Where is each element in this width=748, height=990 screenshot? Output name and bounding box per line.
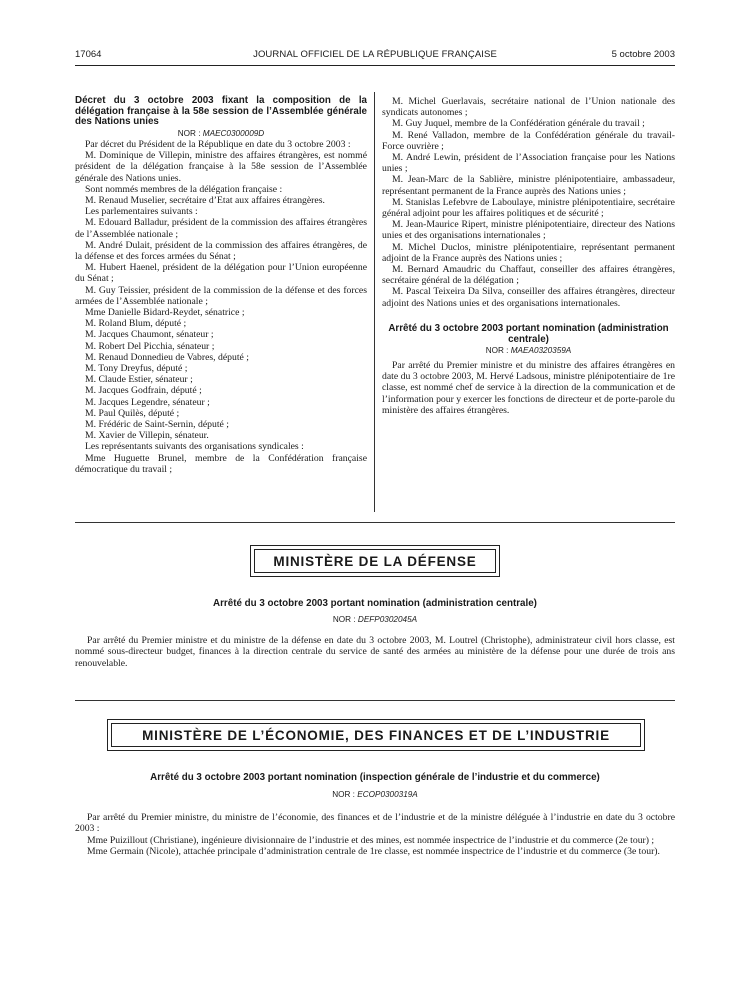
ministry-box-economie: [107, 719, 645, 751]
member-item: M. René Valladon, membre de la Confédération générale du travail-Force ouvrière ;: [382, 129, 675, 152]
defense-body: Par arrêté du Premier ministre et du ministre de la défense en date du 3 octobre 2003, M. Loutrel (Christophe), administrateur civil hors classe, est nommé sous-directeur budget, finances à la direction centrale du service de santé des armées au ministère de la défense pour une durée de trois ans renouvelable.: [75, 635, 675, 669]
parl-item: M. Robert Del Picchia, sénateur ;: [85, 340, 215, 352]
member-item: M. Jean-Maurice Ripert, ministre plénipotentiaire, directeur des Nations unies et des organisations internationales ;: [382, 219, 675, 242]
economie-germain: Mme Germain (Nicole), attachée principale d’administration centrale de 1re classe, est nommée inspectrice de l’industrie et du commerce (3e tour).: [87, 845, 660, 857]
economie-arrete-title: Arrêté du 3 octobre 2003 portant nomination (inspection générale de l’industrie et du commerce): [150, 772, 600, 783]
right-column: [382, 96, 675, 416]
member-item: M. Jean-Marc de la Sablière, ministre plénipotentiaire, ambassadeur, représentant permanent de la France auprès des Nations unies ;: [382, 174, 675, 197]
page-header: [75, 49, 675, 63]
section-rule: [75, 522, 675, 523]
page-number: 17064: [75, 49, 102, 60]
ministry-defense-name: MINISTÈRE DE LA DÉFENSE: [254, 549, 496, 573]
parl-item: M. Claude Estier, sénateur ;: [85, 374, 193, 386]
defense-arrete-title: Arrêté du 3 octobre 2003 portant nomination (administration centrale): [213, 598, 537, 609]
decret-intro: Par décret du Président de la République en date du 3 octobre 2003 :: [85, 138, 351, 150]
parl-item: M. Hubert Haenel, président de la délégation pour l’Union européenne du Sénat ;: [75, 262, 367, 285]
decret-title: Décret du 3 octobre 2003 fixant la composition de la délégation française à la 58e session de l’Assemblée générale des Nations unies: [75, 95, 367, 128]
parl-item: M. Edouard Balladur, président de la commission des affaires étrangères de l’Assemblée nationale ;: [75, 217, 367, 240]
arrete-admin-body: Par arrêté du Premier ministre et du ministre des affaires étrangères en date du 3 octobre 2003, M. Hervé Ladsous, ministre plénipotentiaire de 1re classe, est nommé chef de service à la direction de la communication et de l’information pour y exercer les fonctions de directeur et de porte-parole du ministère des affaires étrangères.: [382, 360, 675, 416]
issue-date: 5 octobre 2003: [611, 49, 675, 60]
parl-item: M. Frédéric de Saint-Sernin, député ;: [85, 419, 229, 431]
economie-puizillout: Mme Puizillout (Christiane), ingénieure divisionnaire de l’industrie et des mines, est nommée inspectrice de l’industrie et du commerce (2e tour) ;: [87, 834, 655, 846]
economie-intro: Par arrêté du Premier ministre, du ministre de l’économie, des finances et de l’industrie et de la ministre déléguée à l’industrie en date du 3 octobre 2003 :: [75, 812, 675, 835]
parl-item: M. Jacques Chaumont, sénateur ;: [85, 329, 214, 341]
left-column: [75, 96, 367, 475]
member-item: M. Michel Guerlavais, secrétaire national de l’Union nationale des syndicats autonomes ;: [382, 96, 675, 119]
defense-section: [75, 598, 675, 669]
ministry-box-defense: [250, 545, 500, 577]
decret-president: M. Dominique de Villepin, ministre des affaires étrangères, est nommé président de la délégation française à la 58e session de l’Assemblée générale des Nations unies.: [75, 150, 367, 184]
parl-item: M. Renaud Donnedieu de Vabres, député ;: [85, 351, 249, 363]
parl-item: M. Jacques Godfrain, député ;: [85, 385, 202, 397]
arrete-admin-nor: NOR : MAEA0320359A: [485, 345, 572, 355]
synd-intro: Les représentants suivants des organisations syndicales :: [85, 441, 304, 453]
column-divider: [374, 92, 375, 512]
member-item: M. Bernard Amaudric du Chaffaut, conseiller des affaires étrangères, secrétaire général de la délégation ;: [382, 264, 675, 287]
parl-item: M. Guy Teissier, président de la commission de la défense et des forces armées de l’Assemblée nationale ;: [75, 284, 367, 307]
synd-brunel: Mme Huguette Brunel, membre de la Confédération française démocratique du travail ;: [75, 452, 367, 475]
member-item: M. André Lewin, président de l’Association française pour les Nations unies ;: [382, 152, 675, 175]
decret-nor: NOR : MAEC0300009D: [177, 128, 265, 138]
parl-item: M. Tony Dreyfus, député ;: [85, 363, 188, 375]
member-muselier: M. Renaud Muselier, secrétaire d’Etat aux affaires étrangères.: [85, 195, 325, 206]
economie-section: [75, 772, 675, 857]
member-item: M. Guy Juquel, membre de la Confédération générale du travail ;: [392, 118, 645, 130]
parl-item: M. Roland Blum, député ;: [85, 318, 187, 330]
journal-title: JOURNAL OFFICIEL DE LA RÉPUBLIQUE FRANÇAISE: [253, 49, 497, 60]
member-item: M. Pascal Teixeira Da Silva, conseiller des affaires étrangères, directeur adjoint des Nations unies et des organisations internationales.: [382, 286, 675, 309]
section-rule: [75, 700, 675, 701]
parl-item: M. Jacques Legendre, sénateur ;: [85, 396, 210, 408]
header-rule: [75, 65, 675, 66]
parl-item: Mme Danielle Bidard-Reydet, sénatrice ;: [85, 307, 245, 319]
economie-nor: NOR : ECOP0300319A: [332, 790, 418, 799]
defense-nor: NOR : DEFP0302045A: [332, 615, 418, 624]
arrete-admin-title: Arrêté du 3 octobre 2003 portant nomination (administration centrale): [388, 322, 669, 345]
parl-intro: Les parlementaires suivants :: [85, 206, 198, 218]
ministry-economie-name: MINISTÈRE DE L’ÉCONOMIE, DES FINANCES ET DE L’INDUSTRIE: [111, 723, 641, 747]
parl-item: M. Xavier de Villepin, sénateur.: [85, 430, 209, 442]
parl-item: M. Paul Quilès, député ;: [85, 407, 180, 419]
member-item: M. Michel Duclos, ministre plénipotentiaire, représentant permanent adjoint de la France auprès des Nations unies ;: [382, 241, 675, 264]
members-intro: Sont nommés membres de la délégation française :: [85, 183, 283, 195]
parl-item: M. André Dulait, président de la commission des affaires étrangères, de la défense et des forces armées du Sénat ;: [75, 239, 367, 263]
member-item: M. Stanislas Lefebvre de Laboulaye, ministre plénipotentiaire, secrétaire général adjoint pour les affaires politiques et de sécurité ;: [382, 196, 675, 220]
